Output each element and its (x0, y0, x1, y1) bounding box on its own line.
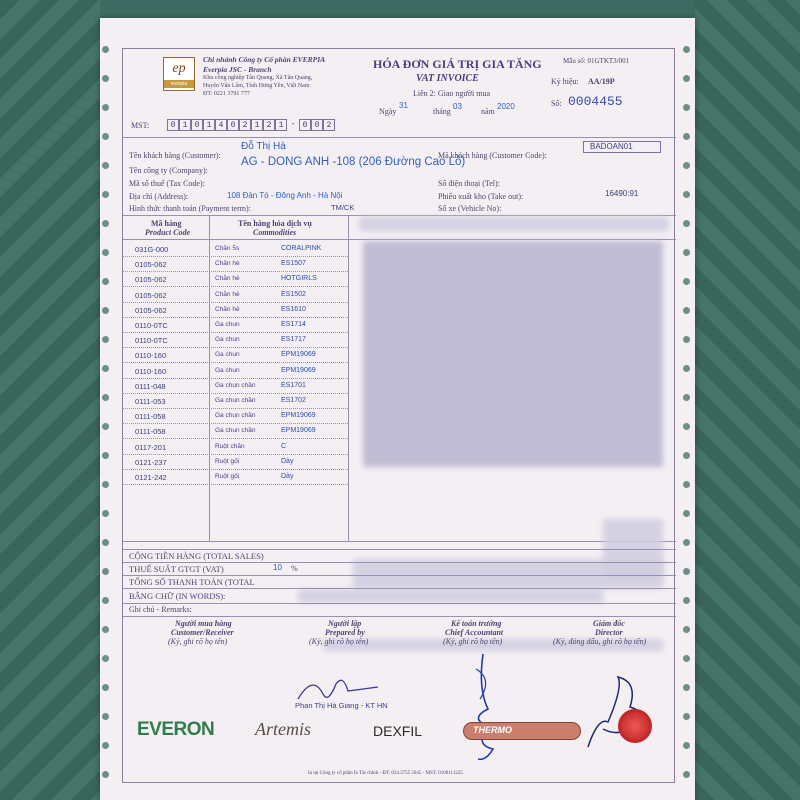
row-product-code: 0111-048 (135, 381, 166, 391)
company-seal (618, 709, 652, 743)
row-product-name: Ga chun (215, 351, 240, 359)
row-product-name: Ga chun chần (215, 397, 256, 404)
row-product-code: 0110-160 (135, 351, 167, 361)
row-divider (123, 423, 348, 424)
row-product-model: ES1502 (281, 290, 306, 298)
totals-divider-6 (123, 616, 676, 617)
row-product-name: Ga chun chần (215, 381, 256, 389)
company-label: Tên công ty (Company): (129, 166, 208, 175)
takeout-label: Phiếu xuất kho (Take out): (438, 192, 524, 201)
row-product-code: 0111-053 (135, 397, 166, 406)
row-product-model: EPM19069 (281, 366, 316, 374)
sig-director-title: Giám đốc (593, 619, 625, 628)
payment-label: Hình thức thanh toán (Payment term): (129, 204, 251, 213)
col-name-header: Tên hàng hóa dịch vụ (238, 219, 312, 228)
row-product-code: 031G-000 (135, 245, 169, 254)
row-product-model: HOTGIRLS (281, 275, 317, 283)
date-year-label: năm (481, 107, 495, 116)
row-product-code: 0110-160 (135, 366, 167, 376)
row-product-name: Ga chun (215, 336, 240, 344)
everpia-logo: ep everpia (163, 57, 195, 91)
row-product-code: 0110-0TC (135, 336, 168, 346)
payment-value: TM/CK (331, 203, 355, 212)
seller-branch-en: Everpia JSC - Branch (203, 65, 272, 74)
brand-artemis: Artemis (255, 719, 311, 739)
totals-divider-2 (123, 562, 676, 563)
vat-label: THUẾ SUẤT GTGT (VAT) (129, 564, 224, 574)
date-year: 2020 (497, 102, 515, 111)
row-divider (123, 378, 348, 379)
row-product-name: Ga chun chần (215, 412, 256, 420)
sig-director-title-en: Director (595, 628, 623, 637)
brand-thermo: THERMO (473, 725, 512, 735)
row-product-code: 0111-058 (135, 412, 166, 422)
sig-customer-title-en: Customer/Receiver (171, 628, 234, 637)
row-product-name: Chăn hè (215, 290, 240, 298)
blurred-in-words (298, 589, 603, 603)
row-product-code: 0105-062 (135, 305, 167, 315)
sig-customer-hint: (Ký, ghi rõ họ tên) (168, 637, 228, 646)
company-name: AG - DONG ANH -108 (206 Đường Cao Lỗ) (241, 156, 466, 168)
row-divider (123, 286, 348, 287)
serial-label: Ký hiệu: (551, 77, 579, 86)
sig-accountant-title-en: Chief Accountant (445, 628, 504, 637)
customer-name-label: Tên khách hàng (Customer): (129, 151, 221, 160)
form-number: Mẫu số: 01GTKT3/001 (563, 57, 630, 65)
row-product-code: 0121-242 (135, 473, 167, 482)
printer-footer: In tại Công ty cổ phần In Tài chính - ĐT: 024.3755 5045 - MST: 0100111225 (308, 771, 463, 776)
takeout-value: 16490:91 (605, 189, 639, 198)
seller-address-line-1: Khu công nghiệp Tân Quang, Xã Tân Quang, (203, 75, 313, 81)
row-product-code: 0105-062 (135, 275, 167, 285)
director-signature (578, 667, 658, 757)
customer-name: Đỗ Thị Hà (241, 141, 286, 152)
row-divider (123, 317, 348, 318)
customer-code-label: Mã khách hàng (Customer Code): (438, 151, 547, 160)
row-product-name: Ruột gối (215, 457, 240, 465)
invoice-paper (100, 18, 695, 800)
row-product-model: CORALPINK (281, 245, 322, 252)
row-product-name: Ga chun chần (215, 427, 256, 435)
brand-dexfil: DEXFIL (373, 723, 423, 739)
sig-accountant-hint: (Ký, ghi rõ họ tên) (443, 637, 503, 646)
tractor-holes-left (102, 18, 112, 800)
row-product-name: Ga chun (215, 366, 240, 374)
tractor-holes-right (683, 18, 693, 800)
sig-director-hint: (Ký, đóng dấu, ghi rõ họ tên) (553, 637, 647, 646)
sig-preparer-hint: (Ký, ghi rõ họ tên) (309, 637, 369, 646)
col-code-header-en: Product Code (145, 228, 191, 237)
blurred-totals-row (353, 559, 663, 589)
date-month: 03 (453, 102, 462, 111)
row-product-model: C (281, 442, 287, 450)
row-product-code: 0117-201 (135, 442, 167, 452)
vehicle-label: Số xe (Vehicle No): (438, 204, 502, 213)
row-divider (123, 271, 348, 272)
total-payment-label: TỔNG SỐ THANH TOÁN (TOTAL (129, 577, 255, 587)
tax-code-label: Mã số thuế (Tax Code): (129, 179, 205, 188)
seller-tax-code-boxes: 0 1 0 1 4 0 2 1 2 1 - 0 0 2 (167, 119, 335, 131)
brand-everon: EVERON (137, 719, 215, 740)
row-product-model: ES1610 (281, 305, 306, 313)
date-day: 31 (399, 101, 408, 110)
remarks-label: Ghi chú - Remarks: (129, 605, 192, 614)
table-top-border (123, 215, 676, 216)
row-product-name: Chăn hè (215, 260, 240, 268)
row-product-name: Ga chun (215, 321, 240, 328)
row-divider (123, 302, 348, 303)
background-left (0, 0, 100, 800)
row-product-model: EPM19069 (281, 412, 316, 420)
totals-divider-5 (123, 603, 676, 604)
row-product-name: Chăn 5s (215, 245, 240, 252)
sig-preparer-title: Người lập (328, 619, 362, 628)
row-product-model: EPM19069 (281, 427, 316, 435)
date-day-label: Ngày (379, 107, 397, 116)
number-label: Số: (551, 99, 562, 108)
row-product-model: EPM19069 (281, 351, 316, 359)
row-divider (123, 469, 348, 470)
invoice-form (122, 48, 675, 783)
row-product-code: 0105-062 (135, 290, 167, 300)
row-product-name: Chăn hè (215, 305, 240, 313)
table-header-border (123, 239, 676, 240)
invoice-copy: Liên 2: Giao người mua (413, 89, 490, 98)
row-product-name: Chăn hè (215, 275, 240, 283)
row-product-model: ES1702 (281, 397, 306, 404)
sig-accountant-title: Kế toán trưởng (451, 619, 502, 628)
address-value: 108 Đản Tó - Đông Anh - Hà Nội (227, 191, 343, 200)
phone-label: Số điện thoại (Tel): (438, 179, 500, 188)
row-divider (123, 408, 348, 409)
row-product-code: 0111-058 (135, 427, 166, 437)
table-bottom-border (123, 541, 676, 542)
row-product-model: ES1714 (281, 321, 306, 328)
row-divider (123, 362, 348, 363)
preparer-name: Phan Thị Hà Giang - KT HN (295, 701, 388, 710)
invoice-title-en: VAT INVOICE (416, 73, 479, 84)
row-divider (123, 484, 348, 485)
row-divider (123, 256, 348, 257)
row-product-code: 0110-0TC (135, 321, 168, 330)
sig-preparer-title-en: Prepared by (325, 628, 365, 637)
row-product-code: 0105-062 (135, 260, 167, 270)
sig-customer-title: Người mua hàng (175, 619, 232, 628)
row-divider (123, 393, 348, 394)
col-name-header-en: Commodities (253, 228, 297, 237)
row-divider (123, 438, 348, 439)
row-product-model: Dày (281, 473, 294, 480)
seller-address-line-2: Huyện Văn Lâm, Tỉnh Hưng Yên, Việt Nam (203, 83, 310, 89)
row-product-model: ES1507 (281, 260, 306, 268)
date-month-label: tháng (433, 107, 451, 116)
header-divider (123, 137, 676, 138)
table-col-divider-2 (348, 215, 349, 541)
background-right (695, 0, 800, 800)
row-product-model: ES1717 (281, 336, 306, 344)
blurred-column-headers (359, 217, 669, 231)
totals-divider-4 (123, 588, 676, 589)
col-code-header: Mã hàng (151, 219, 182, 228)
vat-rate: 10 (273, 563, 282, 572)
totals-divider-3 (123, 575, 676, 576)
row-product-name: Ruột gối (215, 473, 240, 480)
accountant-signature (448, 649, 518, 769)
invoice-number: 0004455 (568, 94, 623, 109)
row-divider (123, 454, 348, 455)
invoice-title: HÓA ĐƠN GIÁ TRỊ GIA TĂNG (373, 57, 542, 71)
row-product-model: ES1701 (281, 381, 306, 389)
seller-tax-label: MST: (131, 121, 150, 130)
row-product-model: Dày (281, 457, 294, 465)
totals-divider-1 (123, 549, 676, 550)
vat-percent: % (291, 564, 298, 573)
customer-code: BADOAN01 (590, 142, 633, 151)
row-product-name: Ruột chăn (215, 442, 245, 450)
address-label: Địa chỉ (Address): (129, 192, 189, 201)
in-words-label: BẰNG CHỮ (IN WORDS): (129, 591, 226, 601)
row-divider (123, 332, 348, 333)
seller-branch: Chi nhánh Công ty Cổ phần EVERPIA (203, 55, 326, 64)
row-divider (123, 347, 348, 348)
blurred-amounts (363, 241, 663, 467)
total-sales-label: CỘNG TIỀN HÀNG (TOTAL SALES) (129, 551, 264, 561)
row-product-code: 0121-237 (135, 457, 167, 467)
serial-value: AA/19P (588, 77, 615, 86)
seller-phone: ĐT: 0221 3791 777 (203, 91, 250, 97)
